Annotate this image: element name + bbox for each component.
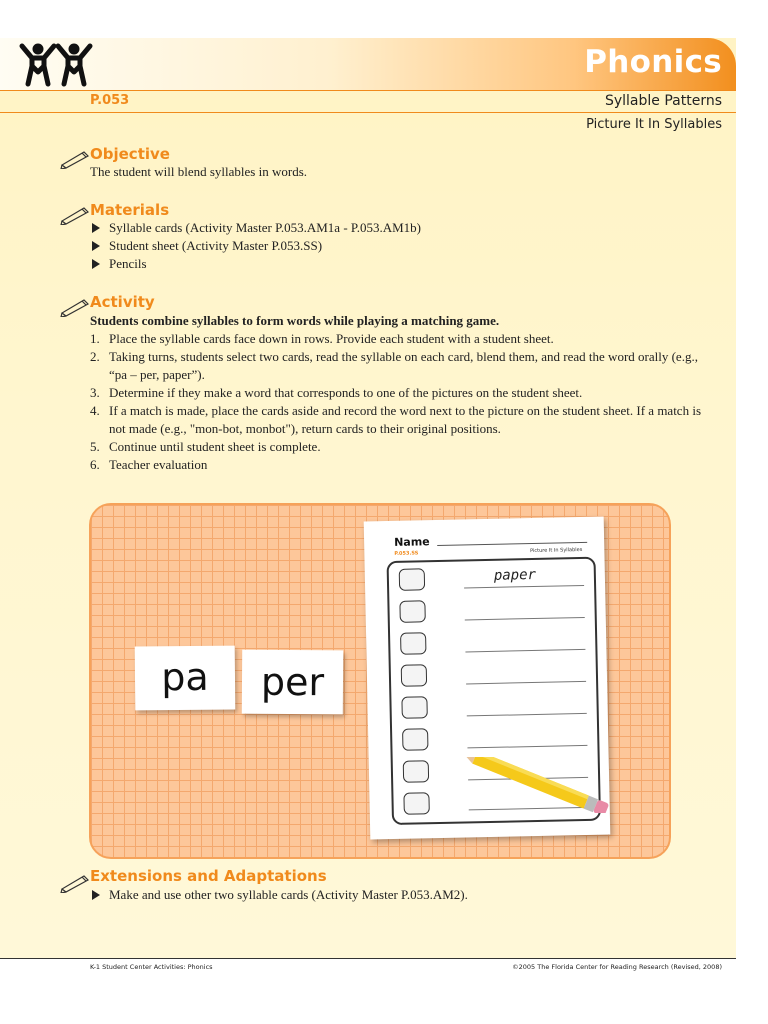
subject-rule (0, 112, 736, 113)
two-children-icon (18, 42, 94, 88)
sheet-name-label: Name (394, 535, 430, 549)
activity-heading: Activity (90, 293, 155, 311)
syllable-card: per (242, 650, 343, 715)
child-icon (401, 696, 427, 719)
pencil-icon (60, 875, 90, 893)
bullet-icon (92, 890, 100, 900)
syllable-card: pa (135, 646, 236, 711)
list-item: Pencils (90, 255, 710, 273)
write-line (467, 713, 587, 717)
chicken-icon (403, 760, 429, 783)
bullet-icon (92, 223, 100, 233)
sheet-subtitle: Picture It In Syllables (530, 546, 583, 555)
footer-rule (0, 958, 736, 959)
list-item: 3. Determine if they make a word that corresponds to one of the pictures on the student sheet. (90, 385, 583, 400)
materials-heading: Materials (90, 201, 170, 219)
list-item: 5. Continue until student sheet is complete. (90, 439, 321, 454)
name-line (437, 542, 587, 546)
bullet-icon (92, 241, 100, 251)
list-item: Syllable cards (Activity Master P.053.AM1a - P.053.AM1b) (90, 219, 710, 237)
monkey-icon (399, 600, 425, 623)
header-rule (0, 90, 736, 91)
objective-text: The student will blend syllables in words. (90, 164, 308, 179)
extensions-list (90, 886, 710, 904)
write-line (465, 617, 585, 621)
extensions-heading: Extensions and Adaptations (90, 867, 327, 885)
activity-photo (89, 503, 671, 859)
basket-icon (401, 664, 427, 687)
handwritten-word: paper (493, 566, 537, 584)
pencil-icon (60, 151, 90, 169)
activity-code: P.053 (90, 93, 130, 108)
raccoon-icon (402, 728, 428, 751)
write-line (465, 649, 585, 653)
subtopic-title: Picture It In Syllables (586, 117, 722, 132)
write-line (464, 585, 584, 589)
pencil-icon (60, 299, 90, 317)
list-item: Student sheet (Activity Master P.053.SS) (90, 237, 710, 255)
list-item: Make and use other two syllable cards (Activity Master P.053.AM2). (90, 886, 710, 904)
bullet-icon (92, 259, 100, 269)
subject-title: Syllable Patterns (604, 93, 722, 109)
pencil-image (441, 757, 631, 813)
scarecrow-icon (400, 632, 426, 655)
newspaper-icon (399, 568, 425, 591)
pencil-icon (60, 207, 90, 225)
activity-lead: Students combine syllables to form words while playing a matching game. (90, 313, 500, 328)
activity-body (90, 312, 710, 474)
write-line (466, 681, 586, 685)
list-item: 4. If a match is made, place the cards aside and record the word next to the picture on the student sheet. If a match is not made (e.g., "mon-bot, monbot"), return cards to their original positions. (90, 403, 702, 436)
write-line (467, 745, 587, 749)
sheet-code: P.053.SS (394, 550, 419, 557)
page-title: Phonics (584, 44, 722, 80)
list-item: 6. Teacher evaluation (90, 457, 208, 472)
list-item: 2. Taking turns, students select two cards, read the syllable on each card, blend them, and read the word orally (e.g., “pa – per, paper”). (90, 349, 698, 382)
sandwich-icon (403, 792, 429, 815)
objective-heading: Objective (90, 145, 170, 163)
footer-right: ©2005 The Florida Center for Reading Research (Revised, 2008) (512, 963, 722, 971)
materials-list (90, 219, 710, 273)
footer-left: K-1 Student Center Activities: Phonics (90, 963, 213, 971)
list-item: 1. Place the syllable cards face down in rows. Provide each student with a student sheet. (90, 331, 554, 346)
